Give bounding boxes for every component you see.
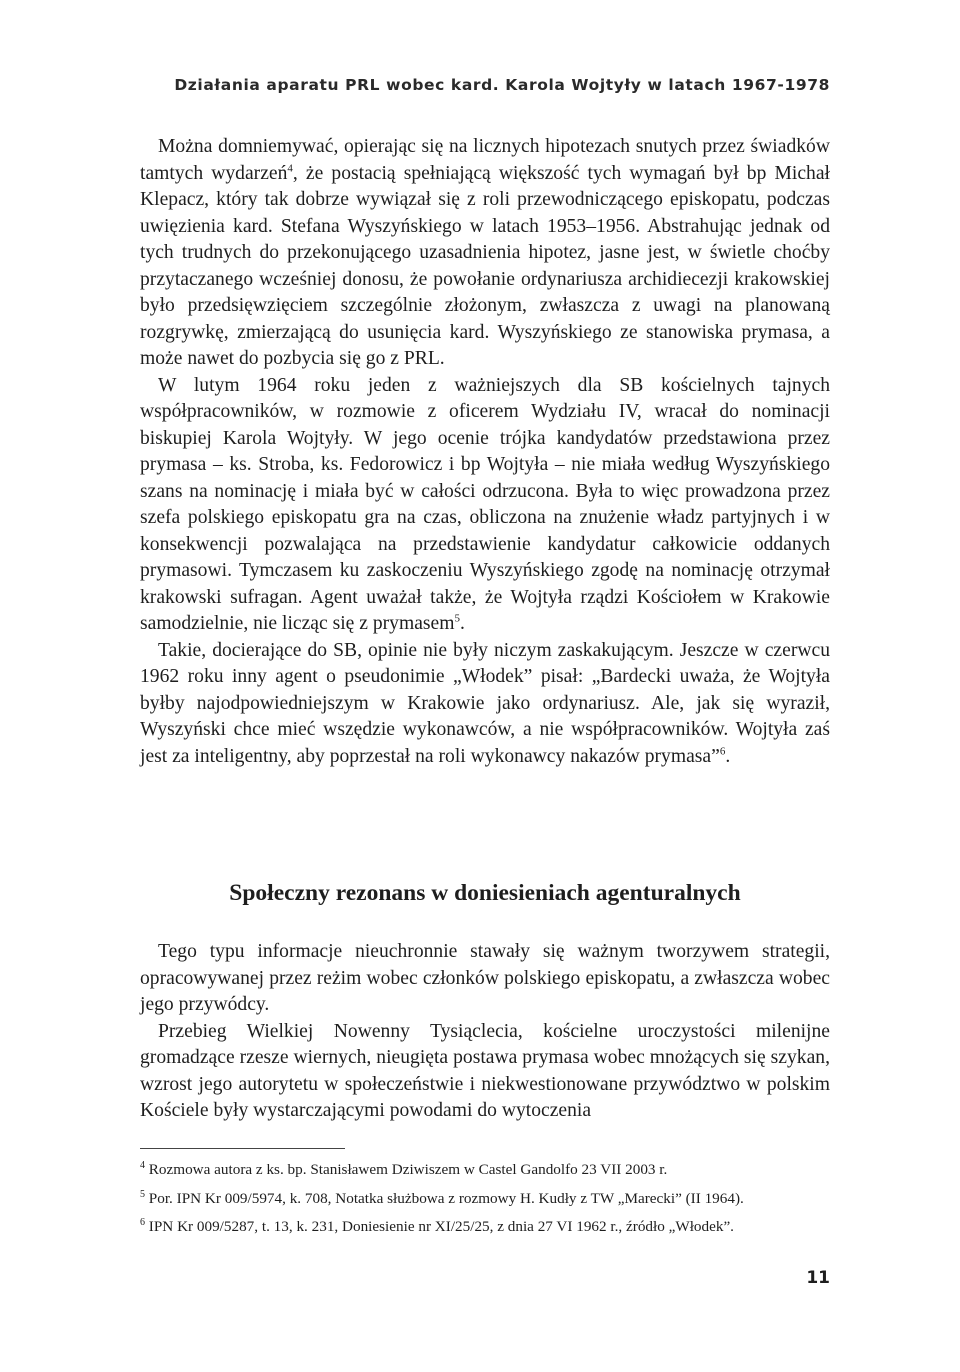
footnote-separator — [140, 1148, 345, 1149]
footnote-ref[interactable]: 4 — [287, 161, 293, 174]
footnote-ref[interactable]: 6 — [719, 744, 726, 757]
footnotes — [140, 1156, 840, 1242]
body-text — [140, 134, 830, 770]
footnote-number: 6 — [140, 1216, 145, 1228]
footnote — [140, 1156, 840, 1185]
paragraph: Można domniemywać, opierając się na licznych hipotezach snutych przez świadków tamtych wydarzeń$^4$, że postacią spełniającą większość tych wymagań był bp Michał Klepacz, który tak dobrze wywiązał się z roli przewodniczącego episkopatu, podczas uwięzienia kard. Stefana Wyszyńskiego w latach 1953–1956. Abstrahując jednak od tych trudnych do przekonującego uzasadnienia hipotez, jasne jest, w świetle choćby przytaczanego wcześniej donosu, że powołanie ordynariusza archidiecezji krakowskiej było przedsięwzięciem szczególnie złożonym, zwłaszcza z uwagi na planowaną rozgrywkę, zmierzającą do usunięcia kard. Wyszyńskiego ze stanowiska prymasa, a może nawet do pozbycia się go z PRL. — [140, 136, 830, 369]
page-number: 11 — [806, 1268, 830, 1288]
footnote — [140, 1213, 840, 1242]
footnote-number: 5 — [140, 1188, 145, 1200]
paragraph: Tego typu informacje nieuchronnie stawały się ważnym tworzywem strategii, opracowywanej przez reżim wobec członków polskiego episkopatu, a zwłaszcza wobec jego przywódcy. — [140, 941, 830, 1015]
footnote-text: IPN Kr 009/5287, t. 13, k. 231, Doniesienie nr XI/25/25, z dnia 27 VI 1962 r., źródło „Włodek”. — [145, 1218, 734, 1235]
footnote — [140, 1185, 840, 1214]
footnote-text: Rozmowa autora z ks. bp. Stanisławem Dziwiszem w Castel Gandolfo 23 VII 2003 r. — [145, 1161, 668, 1178]
footnote-number: 4 — [140, 1159, 145, 1171]
paragraph: W lutym 1964 roku jeden z ważniejszych dla SB kościelnych tajnych współpracowników, w rozmowie z oficerem Wydziału IV, wracał do nominacji biskupiej Karola Wojtyły. W jego ocenie trójka kandydatów przedstawiona przez prymasa – ks. Stroba, ks. Fedorowicz i bp Wojtyła – nie miała według Wyszyńskiego szans na nominację i miała być w całości odrzucona. Była to więc prowadzona przez szefa polskiego episkopatu gra na czas, obliczona na znużenie władz partyjnych i w konsekwencji pozwalająca na przedstawienie kandydatur całkowicie oddanych prymasowi. Tymczasem ku zaskoczeniu Wyszyńskiego zgodę na nominację otrzymał krakowski sufragan. Agent uważał także, że Wojtyła rządzi Kościołem w Krakowie samodzielnie, nie licząc się z prymasem$^5$. — [140, 374, 830, 634]
section-body — [140, 939, 830, 1125]
paragraph: Takie, docierające do SB, opinie nie były niczym zaskakującym. Jeszcze w czerwcu 1962 roku inny agent o pseudonimie „Włodek” pisał: „Bardecki uważa, że Wojtyła byłby najodpowiedniejszym w Krakowie jako ordynariusz. Ale, jak się wyraził, Wyszyński chce mieć wszędzie wykonawców, a nie współpracowników. Wojtyła zaś jest za inteligentny, aby poprzestał na roli wykonawcy nakazów prymasa”$^6$. — [140, 639, 830, 767]
footnote-ref[interactable]: 5 — [454, 612, 460, 625]
footnote-text: Por. IPN Kr 009/5974, k. 708, Notatka służbowa z rozmowy H. Kudły z TW „Marecki” (II 1964). — [145, 1189, 744, 1207]
section-heading: Społeczny rezonans w doniesieniach agenturalnych — [229, 880, 741, 906]
paragraph: Przebieg Wielkiej Nowenny Tysiąclecia, kościelne uroczystości milenijne gromadzące rzesze wiernych, nieugięta postawa prymasa wobec mnożących się szykan, wzrost jego autorytetu w społeczeństwie i niekwestionowane przywództwo w polskim Kościele były wystarczającymi powodami do wytoczenia — [140, 1020, 830, 1121]
running-head: Działania aparatu PRL wobec kard. Karola Wojtyły w latach 1967-1978 — [174, 76, 830, 94]
